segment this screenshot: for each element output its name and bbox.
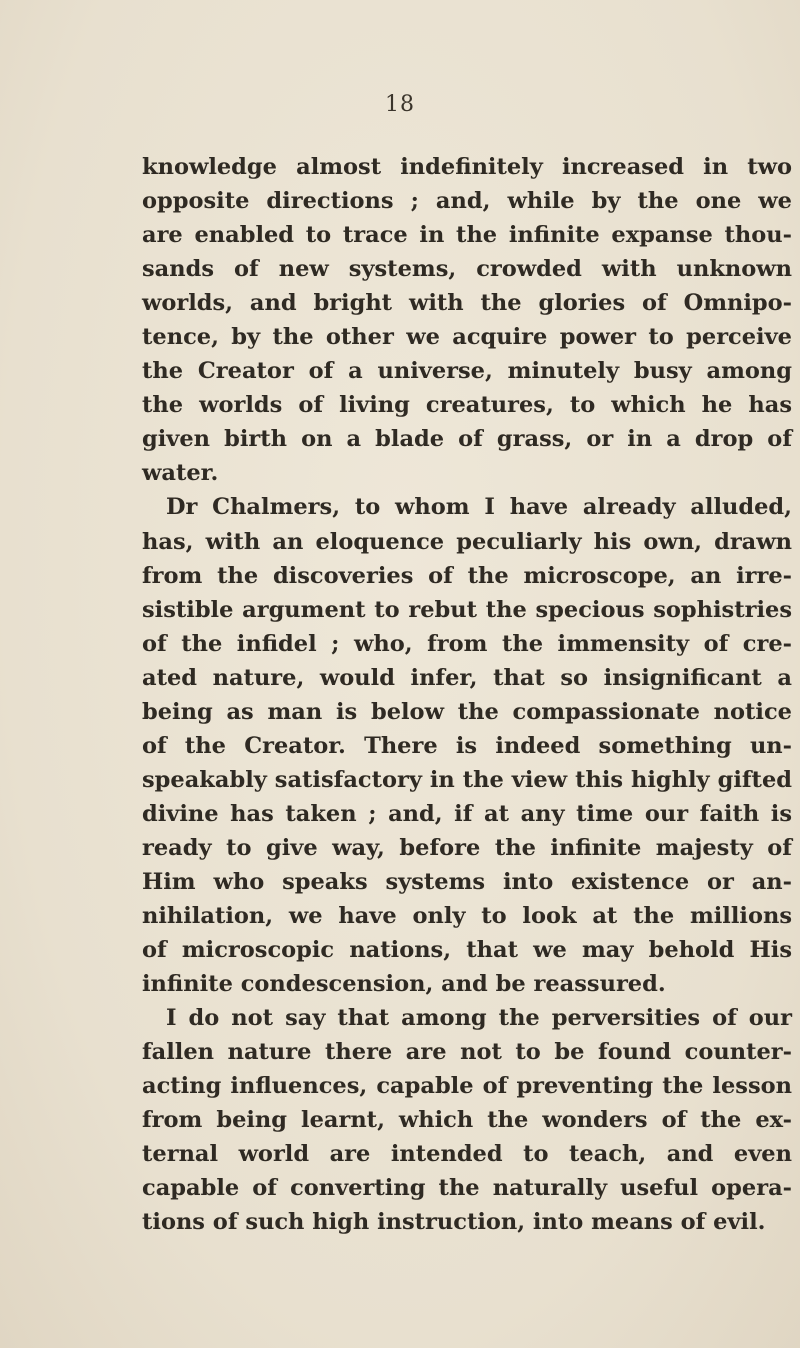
text-line: knowledge almost indefinitely increased in two	[142, 154, 792, 180]
text-line: worlds, and bright with the glories of Omnipo-	[142, 290, 792, 317]
text-line: fallen nature there are not to be found counter-	[142, 1039, 792, 1066]
text-line: sistible argument to rebut the specious sophistries	[142, 596, 792, 623]
text-line: the worlds of living creatures, to which he has	[142, 392, 792, 419]
text-line: from being learnt, which the wonders of the ex-	[142, 1107, 792, 1134]
body-text	[142, 150, 792, 1240]
page-number: 18	[385, 92, 415, 117]
text-line: has, with an eloquence peculiarly his own, drawn	[142, 528, 792, 555]
text-line: nihilation, we have only to look at the millions	[142, 903, 792, 930]
text-line: from the discoveries of the microscope, an irre-	[142, 562, 792, 589]
text-line: of the infidel ; who, from the immensity of cre-	[142, 630, 792, 657]
text-line: sands of new systems, crowded with unknown	[142, 256, 792, 283]
text-line: ternal world are intended to teach, and even	[142, 1141, 792, 1168]
text-line: acting influences, capable of preventing the lesson	[142, 1073, 792, 1100]
text-line: are enabled to trace in the infinite expanse thou-	[142, 222, 792, 249]
text-line: divine has taken ; and, if at any time our faith is	[142, 800, 792, 827]
paragraph-start-line: Dr Chalmers, to whom I have already alluded,	[166, 494, 792, 521]
text-line: tence, by the other we acquire power to perceive	[142, 324, 792, 351]
text-line: of the Creator. There is indeed something un-	[142, 732, 792, 759]
paragraph-end-line: infinite condescension, and be reassured.	[142, 971, 666, 998]
paragraph-start-line: I do not say that among the perversities of our	[166, 1005, 792, 1032]
text-line: being as man is below the compassionate notice	[142, 698, 792, 725]
text-line: the Creator of a universe, minutely busy among	[142, 358, 792, 385]
paragraph-end-line: water.	[142, 460, 219, 487]
text-line: opposite directions ; and, while by the one we	[142, 188, 792, 215]
text-line: tions of such high instruction, into means of evil.	[142, 1209, 766, 1236]
text-line: capable of converting the naturally useful opera-	[142, 1175, 792, 1202]
text-line: ready to give way, before the infinite majesty of	[142, 834, 792, 861]
text-line: speakably satisfactory in the view this highly gifted	[142, 766, 792, 793]
text-line: given birth on a blade of grass, or in a drop of	[142, 426, 792, 453]
text-line: ated nature, would infer, that so insignificant a	[142, 664, 792, 691]
text-line: Him who speaks systems into existence or an-	[142, 868, 792, 895]
text-line: of microscopic nations, that we may behold His	[142, 937, 792, 964]
